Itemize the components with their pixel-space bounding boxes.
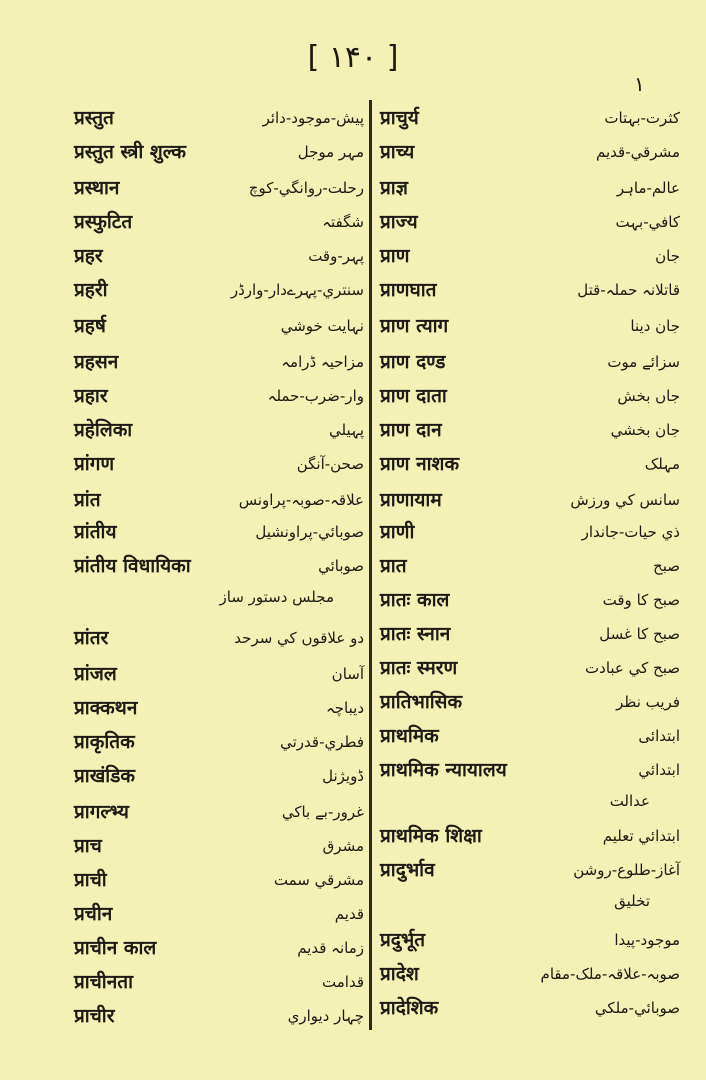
urdu-meaning: صوبائي	[318, 557, 364, 575]
urdu-meaning: کثرت-بہتات	[604, 109, 680, 127]
dictionary-entry	[380, 134, 680, 170]
urdu-meaning: سزائے موت	[607, 353, 680, 371]
dictionary-entry	[380, 818, 680, 854]
dictionary-entry	[380, 548, 680, 584]
urdu-meaning: صبح کا وقت	[602, 591, 680, 609]
dictionary-entry	[74, 272, 364, 308]
left-column	[74, 100, 364, 1030]
dictionary-entry	[380, 204, 680, 240]
hindi-headword: प्रचीन	[74, 903, 113, 925]
column-marker: ۱	[634, 72, 645, 96]
hindi-headword: प्रातः स्नान	[380, 623, 451, 645]
dictionary-entry	[380, 308, 680, 344]
dictionary-entry	[74, 482, 364, 518]
hindi-headword: प्रस्थान	[74, 177, 120, 199]
hindi-headword: प्रहेलिका	[74, 419, 133, 441]
hindi-headword: प्राथमिक शिक्षा	[380, 825, 482, 847]
hindi-headword: प्रातः काल	[380, 589, 450, 611]
urdu-meaning: مہر موجل	[297, 143, 364, 161]
dictionary-entry	[74, 758, 364, 794]
dictionary-entry	[74, 828, 364, 864]
dictionary-entry	[380, 412, 680, 448]
hindi-headword: प्राचीनता	[74, 971, 134, 993]
dictionary-entry	[74, 620, 364, 656]
hindi-headword: प्रांत	[74, 489, 101, 511]
urdu-meaning: ذي حیات-جاندار	[581, 523, 680, 541]
dictionary-entry	[380, 238, 680, 274]
dictionary-entry	[74, 134, 364, 170]
hindi-headword: प्राखंडिक	[74, 765, 135, 787]
right-column	[380, 100, 680, 1030]
dictionary-entry	[380, 616, 680, 652]
urdu-meaning: فریب نظر	[616, 693, 680, 711]
urdu-meaning: صوبائي-پراونشیل	[255, 523, 364, 541]
hindi-headword: प्राकृतिक	[74, 731, 135, 753]
hindi-headword: प्रदुर्भूत	[380, 929, 426, 951]
hindi-headword: प्राण नाशक	[380, 453, 460, 475]
hindi-headword: प्राण त्याग	[380, 315, 449, 337]
urdu-meaning: مزاحیہ ڈرامہ	[281, 353, 364, 371]
urdu-meaning: غرور-بے باکي	[281, 803, 364, 821]
hindi-headword: प्रहसन	[74, 351, 119, 373]
dictionary-entry	[380, 378, 680, 414]
dictionary-entry	[74, 998, 364, 1034]
dictionary-entry	[380, 514, 680, 550]
hindi-headword: प्राज्ञ	[380, 177, 408, 199]
urdu-meaning: صبح کي عبادت	[585, 659, 680, 677]
hindi-headword: प्राची	[74, 869, 107, 891]
urdu-meaning: فطري-قدرتي	[280, 733, 364, 751]
hindi-headword: प्रहरी	[74, 279, 108, 301]
urdu-meaning: سانس کي ورزش	[570, 491, 680, 509]
hindi-headword: प्राच्य	[380, 141, 415, 163]
page-number: [ ۱۴۰ ]	[307, 40, 399, 75]
column-divider	[369, 100, 372, 1030]
dictionary-entry	[380, 684, 680, 720]
urdu-meaning: جان بخشي	[610, 421, 680, 439]
urdu-meaning: جاں بخش	[617, 387, 680, 405]
dictionary-entry	[74, 896, 364, 932]
dictionary-entry	[380, 344, 680, 380]
dictionary-entry	[74, 548, 364, 606]
hindi-headword: प्राच	[74, 835, 102, 857]
dictionary-entry	[74, 100, 364, 136]
urdu-meaning: زمانہ قدیم	[297, 939, 364, 957]
dictionary-entry	[74, 378, 364, 414]
hindi-headword: प्रातिभासिक	[380, 691, 463, 713]
dictionary-entry	[380, 582, 680, 618]
dictionary-entry	[74, 308, 364, 344]
urdu-meaning: آسان	[331, 665, 364, 683]
urdu-meaning: رحلت-روانگي-کوچ	[248, 179, 364, 197]
urdu-meaning: صبح	[653, 557, 680, 575]
hindi-headword: प्राणी	[380, 521, 415, 543]
urdu-meaning: سنتري-پہرےدار-وارڈر	[230, 281, 364, 299]
hindi-headword: प्रहर	[74, 245, 103, 267]
dictionary-entry	[74, 964, 364, 1000]
urdu-meaning: قدامت	[322, 973, 364, 991]
dictionary-entry	[74, 170, 364, 206]
dictionary-entry	[74, 514, 364, 550]
urdu-meaning: موجود-پیدا	[614, 931, 680, 949]
dictionary-entry	[74, 412, 364, 448]
urdu-meaning-continued: عدالت	[609, 792, 650, 810]
urdu-meaning: مشرقي سمت	[273, 871, 364, 889]
urdu-meaning: پیش-موجود-دائر	[262, 109, 364, 127]
urdu-meaning: مہلک	[644, 455, 680, 473]
hindi-headword: प्रादेश	[380, 963, 419, 985]
dictionary-entry	[380, 170, 680, 206]
urdu-meaning: عالم-ماہر	[616, 179, 680, 197]
urdu-meaning: مشرقي-قدیم	[596, 143, 680, 161]
urdu-meaning: علاقہ-صوبہ-پراونس	[238, 491, 364, 509]
hindi-headword: प्रांजल	[74, 663, 117, 685]
hindi-headword: प्रागल्भ्य	[74, 801, 129, 823]
hindi-headword: प्राक्कथन	[74, 697, 138, 719]
dictionary-entry	[380, 752, 680, 810]
urdu-meaning: پہر-وقت	[308, 247, 364, 265]
urdu-meaning: پہیلي	[329, 421, 364, 439]
hindi-headword: प्रस्तुत स्त्री शुल्क	[74, 141, 186, 163]
urdu-meaning: نہایت خوشي	[280, 317, 364, 335]
urdu-meaning: صوبہ-علاقہ-ملک-مقام	[540, 965, 680, 983]
hindi-headword: प्राण दान	[380, 419, 442, 441]
urdu-meaning: کافي-بہت	[615, 213, 680, 231]
hindi-headword: प्राण दण्ड	[380, 351, 446, 373]
dictionary-entry	[74, 690, 364, 726]
urdu-meaning: چہار دیواري	[287, 1007, 364, 1025]
dictionary-entry	[380, 718, 680, 754]
dictionary-entry	[74, 344, 364, 380]
urdu-meaning: دیباچہ	[325, 699, 364, 717]
hindi-headword: प्रातः स्मरण	[380, 657, 458, 679]
hindi-headword: प्रात	[380, 555, 407, 577]
hindi-headword: प्रस्तुत	[74, 107, 114, 129]
dictionary-entry	[380, 482, 680, 518]
hindi-headword: प्राचीर	[74, 1005, 115, 1027]
hindi-headword: प्रांगण	[74, 453, 115, 475]
hindi-headword: प्राण दाता	[380, 385, 447, 407]
urdu-meaning-continued: تخلیق	[614, 892, 650, 910]
urdu-meaning: مشرق	[322, 837, 364, 855]
hindi-headword: प्रांतर	[74, 627, 109, 649]
dictionary-entry	[74, 238, 364, 274]
hindi-headword: प्राणघात	[380, 279, 437, 301]
urdu-meaning: جان دینا	[630, 317, 680, 335]
urdu-meaning: صبح کا غسل	[599, 625, 680, 643]
dictionary-entry	[74, 862, 364, 898]
hindi-headword: प्रांतीय विधायिका	[74, 555, 191, 577]
urdu-meaning: صحن-آنگن	[296, 455, 364, 473]
urdu-meaning: قاتلانہ حملہ-قتل	[577, 281, 680, 299]
hindi-headword: प्राणायाम	[380, 489, 442, 511]
urdu-meaning: ڈویژنل	[322, 767, 364, 785]
urdu-meaning: صوبائي-ملکي	[594, 999, 680, 1017]
hindi-headword: प्रहार	[74, 385, 108, 407]
dictionary-entry	[74, 930, 364, 966]
hindi-headword: प्रस्फुटित	[74, 211, 133, 233]
hindi-headword: प्रहर्ष	[74, 315, 106, 337]
hindi-headword: प्राण	[380, 245, 410, 267]
dictionary-entry	[74, 794, 364, 830]
hindi-headword: प्राथमिक न्यायालय	[380, 759, 507, 781]
dictionary-entry	[380, 446, 680, 482]
urdu-meaning: شگفتہ	[322, 213, 364, 231]
dictionary-entry	[74, 446, 364, 482]
dictionary-entry	[74, 656, 364, 692]
urdu-meaning: ابتدائي تعلیم	[602, 827, 680, 845]
hindi-headword: प्राज्य	[380, 211, 418, 233]
hindi-headword: प्रादुर्भाव	[380, 859, 435, 881]
dictionary-entry	[380, 650, 680, 686]
urdu-meaning: جان	[655, 247, 680, 265]
hindi-headword: प्रांतीय	[74, 521, 117, 543]
dictionary-entry	[380, 272, 680, 308]
urdu-meaning: وار-ضرب-حملہ	[267, 387, 364, 405]
hindi-headword: प्राचीन काल	[74, 937, 157, 959]
dictionary-entry	[74, 204, 364, 240]
hindi-headword: प्राथमिक	[380, 725, 439, 747]
dictionary-entry	[380, 922, 680, 958]
dictionary-entry	[74, 724, 364, 760]
urdu-meaning: قدیم	[334, 905, 364, 923]
hindi-headword: प्राचुर्य	[380, 107, 419, 129]
urdu-meaning: ابتدائي	[638, 761, 680, 779]
urdu-meaning: ابتدائی	[638, 727, 680, 745]
urdu-meaning-continued: مجلس دستور ساز	[219, 588, 334, 606]
dictionary-entry	[380, 956, 680, 992]
hindi-headword: प्रादेशिक	[380, 997, 439, 1019]
dictionary-entry	[380, 100, 680, 136]
urdu-meaning: دو علاقوں کي سرحد	[234, 629, 364, 647]
dictionary-entry	[380, 852, 680, 910]
dictionary-entry	[380, 990, 680, 1026]
urdu-meaning: آغاز-طلوع-روشن	[573, 861, 680, 879]
